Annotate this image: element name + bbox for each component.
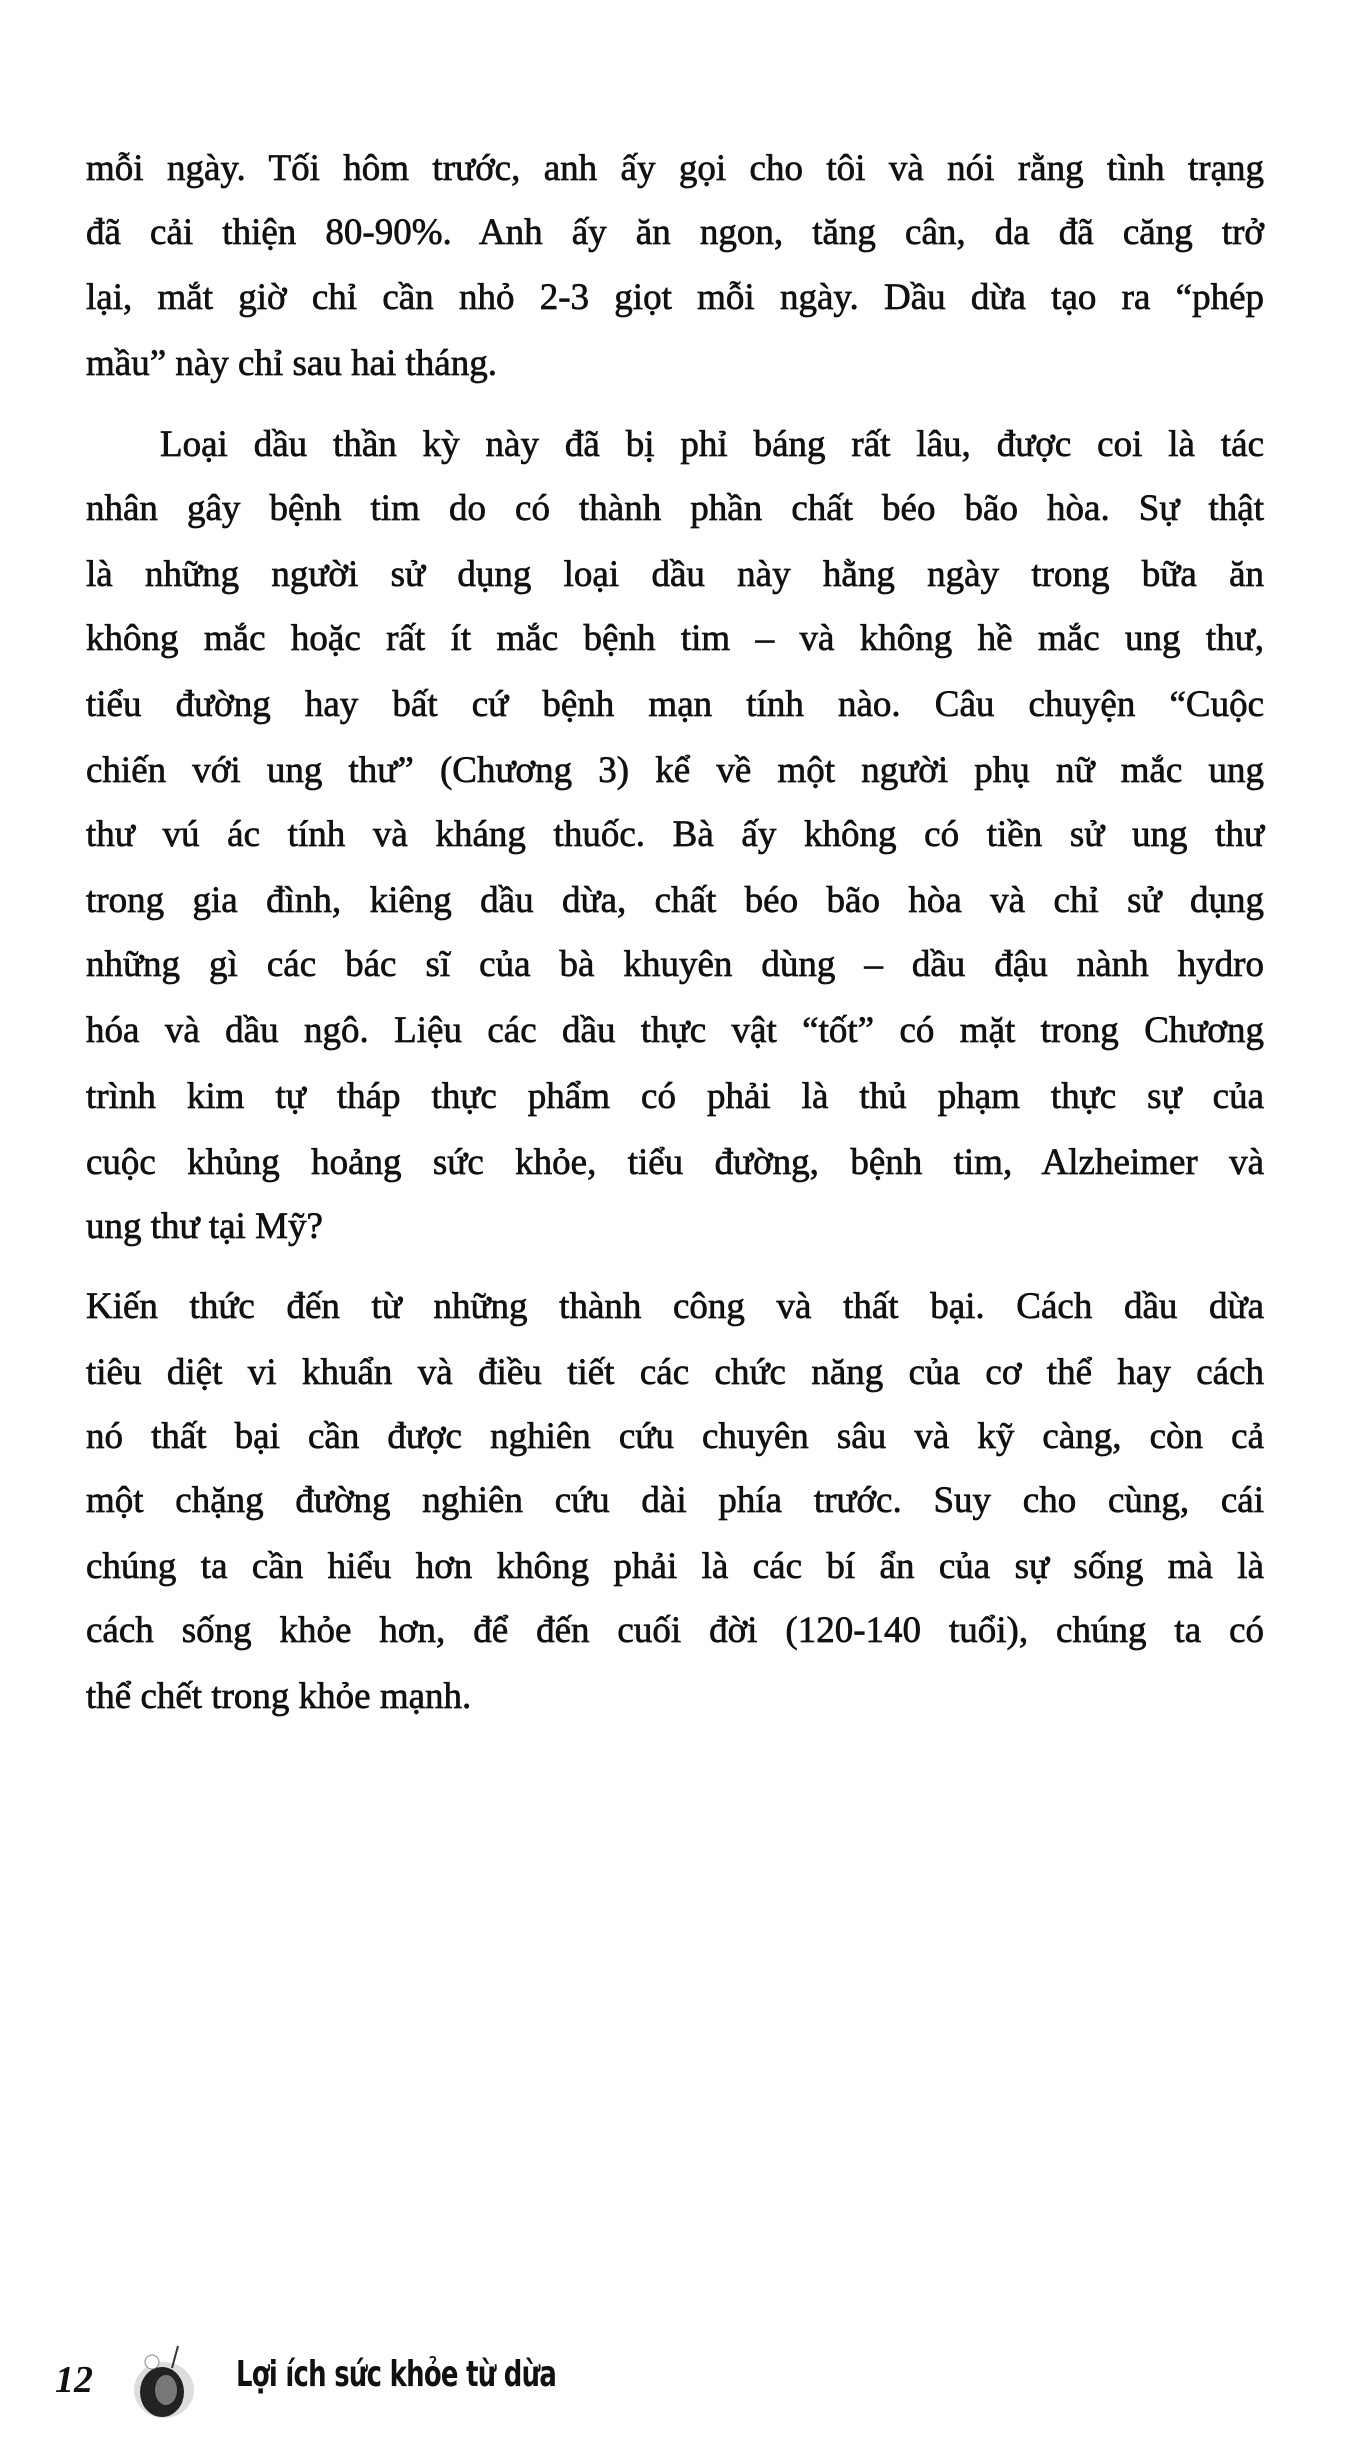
text-line: trình kim tự tháp thực phẩm có phải là thủ phạm thực sự của — [86, 1076, 1264, 1117]
text-line: một chặng đường nghiên cứu dài phía trước. Suy cho cùng, cái — [86, 1480, 1264, 1521]
text-line: không mắc hoặc rất ít mắc bệnh tim – và không hề mắc ung thư, — [86, 618, 1264, 659]
text-line: nó thất bại cần được nghiên cứu chuyên sâu và kỹ càng, còn cả — [86, 1416, 1264, 1457]
text-line: cách sống khỏe hơn, để đến cuối đời (120-140 tuổi), chúng ta có — [86, 1610, 1264, 1651]
text-line: tiêu diệt vi khuẩn và điều tiết các chức năng của cơ thể hay cách — [86, 1352, 1264, 1393]
text-line: thư vú ác tính và kháng thuốc. Bà ấy không có tiền sử ung thư — [86, 814, 1264, 855]
text-line: chiến với ung thư” (Chương 3) kể về một người phụ nữ mắc ung — [86, 750, 1264, 791]
text-line: cuộc khủng hoảng sức khỏe, tiểu đường, bệnh tim, Alzheimer và — [86, 1142, 1264, 1183]
text-line: lại, mắt giờ chỉ cần nhỏ 2-3 giọt mỗi ngày. Dầu dừa tạo ra “phép — [86, 277, 1264, 318]
page-footer — [0, 2340, 1348, 2420]
text-line: Kiến thức đến từ những thành công và thất bại. Cách dầu dừa — [86, 1286, 1264, 1327]
text-line: chúng ta cần hiểu hơn không phải là các bí ẩn của sự sống mà là — [86, 1546, 1264, 1587]
text-line: Loại dầu thần kỳ này đã bị phỉ báng rất lâu, được coi là tác — [160, 424, 1264, 465]
text-line: mỗi ngày. Tối hôm trước, anh ấy gọi cho tôi và nói rằng tình trạng — [86, 148, 1264, 189]
text-line: nhân gây bệnh tim do có thành phần chất béo bão hòa. Sự thật — [86, 488, 1264, 529]
page-number: 12 — [55, 2359, 93, 2401]
text-line: hóa và dầu ngô. Liệu các dầu thực vật “tốt” có mặt trong Chương — [86, 1010, 1264, 1051]
text-line: những gì các bác sĩ của bà khuyên dùng – dầu đậu nành hydro — [86, 944, 1264, 985]
text-line: đã cải thiện 80-90%. Anh ấy ăn ngon, tăng cân, da đã căng trở — [86, 212, 1264, 253]
text-line: ung thư tại Mỹ? — [86, 1206, 323, 1247]
text-line: mầu” này chỉ sau hai tháng. — [86, 343, 497, 384]
text-line: là những người sử dụng loại dầu này hằng ngày trong bữa ăn — [86, 554, 1264, 595]
text-line: thể chết trong khỏe mạnh. — [86, 1676, 472, 1717]
text-line: tiểu đường hay bất cứ bệnh mạn tính nào. Câu chuyện “Cuộc — [86, 684, 1264, 725]
text-line: trong gia đình, kiêng dầu dừa, chất béo bão hòa và chỉ sử dụng — [86, 880, 1264, 921]
coconut-drink-icon — [128, 2344, 198, 2420]
book-title: Lợi ích sức khỏe từ dừa — [236, 2354, 557, 2395]
